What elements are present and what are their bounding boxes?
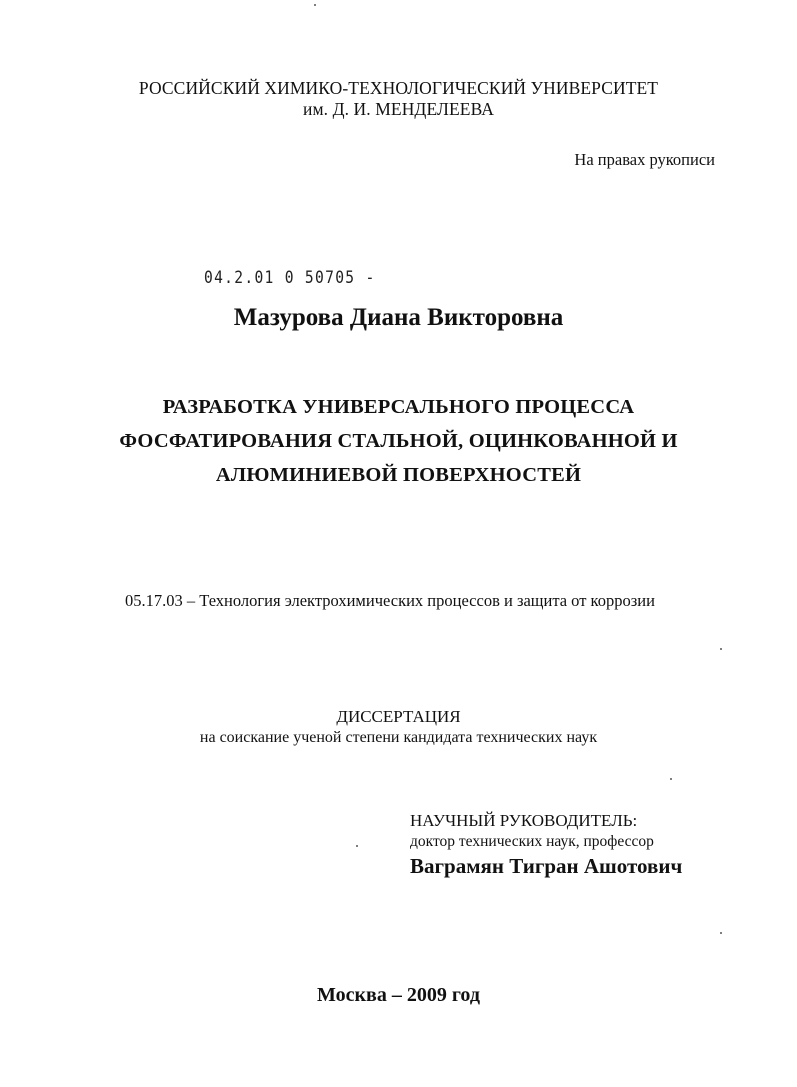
advisor-name: Ваграмян Тигран Ашотович xyxy=(410,854,683,878)
university-header xyxy=(0,78,797,120)
title-line-1: РАЗРАБОТКА УНИВЕРСАЛЬНОГО ПРОЦЕССА xyxy=(162,396,635,418)
author-name: Мазурова Диана Викторовна xyxy=(233,304,564,331)
university-named-after: им. Д. И. МЕНДЕЛЕЕВА xyxy=(302,99,494,119)
scan-speck xyxy=(314,4,316,6)
scan-speck xyxy=(720,932,722,934)
advisor-label: НАУЧНЫЙ РУКОВОДИТЕЛЬ: xyxy=(410,811,638,830)
scan-speck xyxy=(720,648,722,650)
advisor-block xyxy=(410,810,682,880)
degree-sought: на соискание ученой степени кандидата технических наук xyxy=(199,729,598,746)
advisor-degree: доктор технических наук, профессор xyxy=(410,833,654,850)
registration-code-stamp: 04.2.01 0 50705 - xyxy=(204,268,376,288)
document-type-label: ДИССЕРТАЦИЯ xyxy=(336,707,461,726)
scan-speck xyxy=(670,778,672,780)
university-name: РОССИЙСКИЙ ХИМИКО-ТЕХНОЛОГИЧЕСКИЙ УНИВЕРСИТЕТ xyxy=(138,78,659,98)
dissertation-title xyxy=(0,390,797,492)
title-line-2: ФОСФАТИРОВАНИЯ СТАЛЬНОЙ, ОЦИНКОВАННОЙ И xyxy=(119,430,678,452)
city-year: Москва – 2009 год xyxy=(317,984,480,1006)
manuscript-note: На правах рукописи xyxy=(574,150,715,169)
title-line-3: АЛЮМИНИЕВОЙ ПОВЕРХНОСТЕЙ xyxy=(215,464,582,486)
scan-speck xyxy=(356,845,358,847)
specialty-code: 05.17.03 – Технология электрохимических процессов и защита от коррозии xyxy=(125,591,655,610)
document-type xyxy=(0,706,797,748)
